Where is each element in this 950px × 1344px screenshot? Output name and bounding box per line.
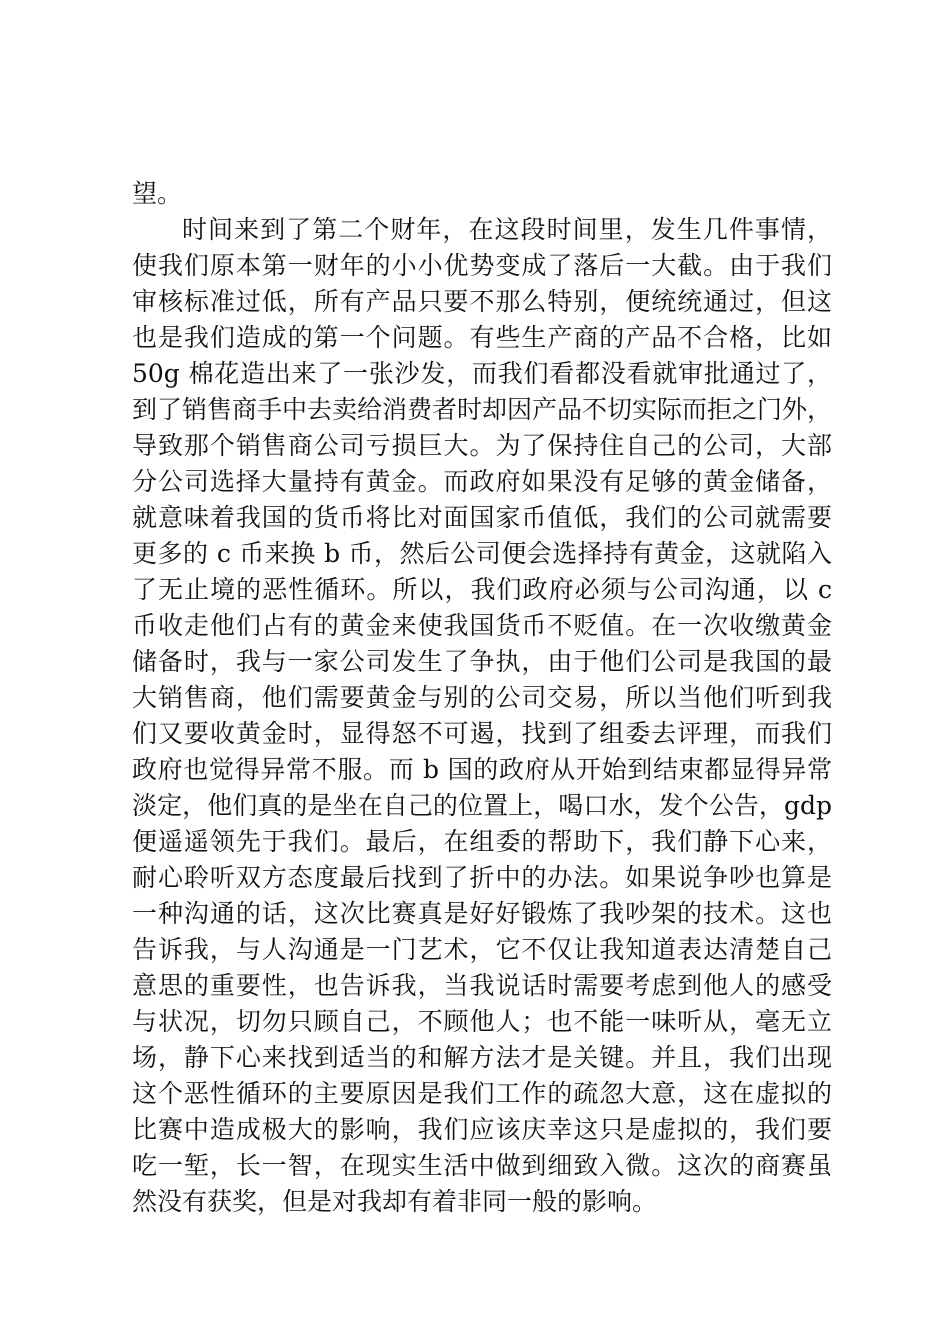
text-line: 意思的重要性，也告诉我，当我说话时需要考虑到他人的感受 bbox=[132, 971, 832, 1000]
text-line: 审核标准过低，所有产品只要不那么特别，便统统通过，但这 bbox=[132, 287, 832, 316]
text-line: 们又要收黄金时，显得怒不可遏，找到了组委去评理，而我们 bbox=[132, 719, 832, 748]
text-line: 淡定，他们真的是坐在自己的位置上，喝口水，发个公告，gdp bbox=[132, 791, 832, 820]
text-line: 也是我们造成的第一个问题。有些生产商的产品不合格，比如 bbox=[132, 323, 832, 352]
text-line: 就意味着我国的货币将比对面国家币值低，我们的公司就需要 bbox=[132, 503, 832, 532]
text-line: 政府也觉得异常不服。而 b 国的政府从开始到结束都显得异常 bbox=[132, 755, 832, 784]
text-line: 到了销售商手中去卖给消费者时却因产品不切实际而拒之门外， bbox=[132, 395, 833, 424]
text-line: 大销售商，他们需要黄金与别的公司交易，所以当他们听到我 bbox=[132, 683, 832, 712]
text-line: 场，静下心来找到适当的和解方法才是关键。并且，我们出现 bbox=[132, 1043, 832, 1072]
paragraph-first-line: 时间来到了第二个财年，在这段时间里，发生几件事情， bbox=[182, 215, 832, 244]
body-text bbox=[132, 176, 832, 1220]
text-line: 耐心聆听双方态度最后找到了折中的办法。如果说争吵也算是 bbox=[132, 863, 832, 892]
text-line: 比赛中造成极大的影响，我们应该庆幸这只是虚拟的，我们要 bbox=[132, 1115, 832, 1144]
text-line: 更多的 c 币来换 b 币，然后公司便会选择持有黄金，这就陷入 bbox=[132, 539, 832, 568]
text-line: 50g 棉花造出来了一张沙发，而我们看都没看就审批通过了， bbox=[132, 359, 832, 388]
text-line: 分公司选择大量持有黄金。而政府如果没有足够的黄金储备， bbox=[132, 467, 832, 496]
text-line: 与状况，切勿只顾自己，不顾他人；也不能一味听从，毫无立 bbox=[132, 1007, 832, 1036]
paragraph-last-line: 然没有获奖，但是对我却有着非同一般的影响。 bbox=[132, 1187, 658, 1216]
text-line: 便遥遥领先于我们。最后，在组委的帮助下，我们静下心来， bbox=[132, 827, 832, 856]
text-line: 望。 bbox=[132, 179, 183, 208]
text-line: 导致那个销售商公司亏损巨大。为了保持住自己的公司，大部 bbox=[132, 431, 832, 460]
text-line: 这个恶性循环的主要原因是我们工作的疏忽大意，这在虚拟的 bbox=[132, 1079, 832, 1108]
text-line: 一种沟通的话，这次比赛真是好好锻炼了我吵架的技术。这也 bbox=[132, 899, 832, 928]
text-line: 使我们原本第一财年的小小优势变成了落后一大截。由于我们 bbox=[132, 251, 832, 280]
text-line: 告诉我，与人沟通是一门艺术，它不仅让我知道表达清楚自己 bbox=[132, 935, 832, 964]
text-line: 了无止境的恶性循环。所以，我们政府必须与公司沟通，以 c bbox=[132, 575, 832, 604]
text-line: 储备时，我与一家公司发生了争执，由于他们公司是我国的最 bbox=[132, 647, 832, 676]
text-line: 吃一堑，长一智，在现实生活中做到细致入微。这次的商赛虽 bbox=[132, 1151, 832, 1180]
text-line: 币收走他们占有的黄金来使我国货币不贬值。在一次收缴黄金 bbox=[132, 611, 832, 640]
